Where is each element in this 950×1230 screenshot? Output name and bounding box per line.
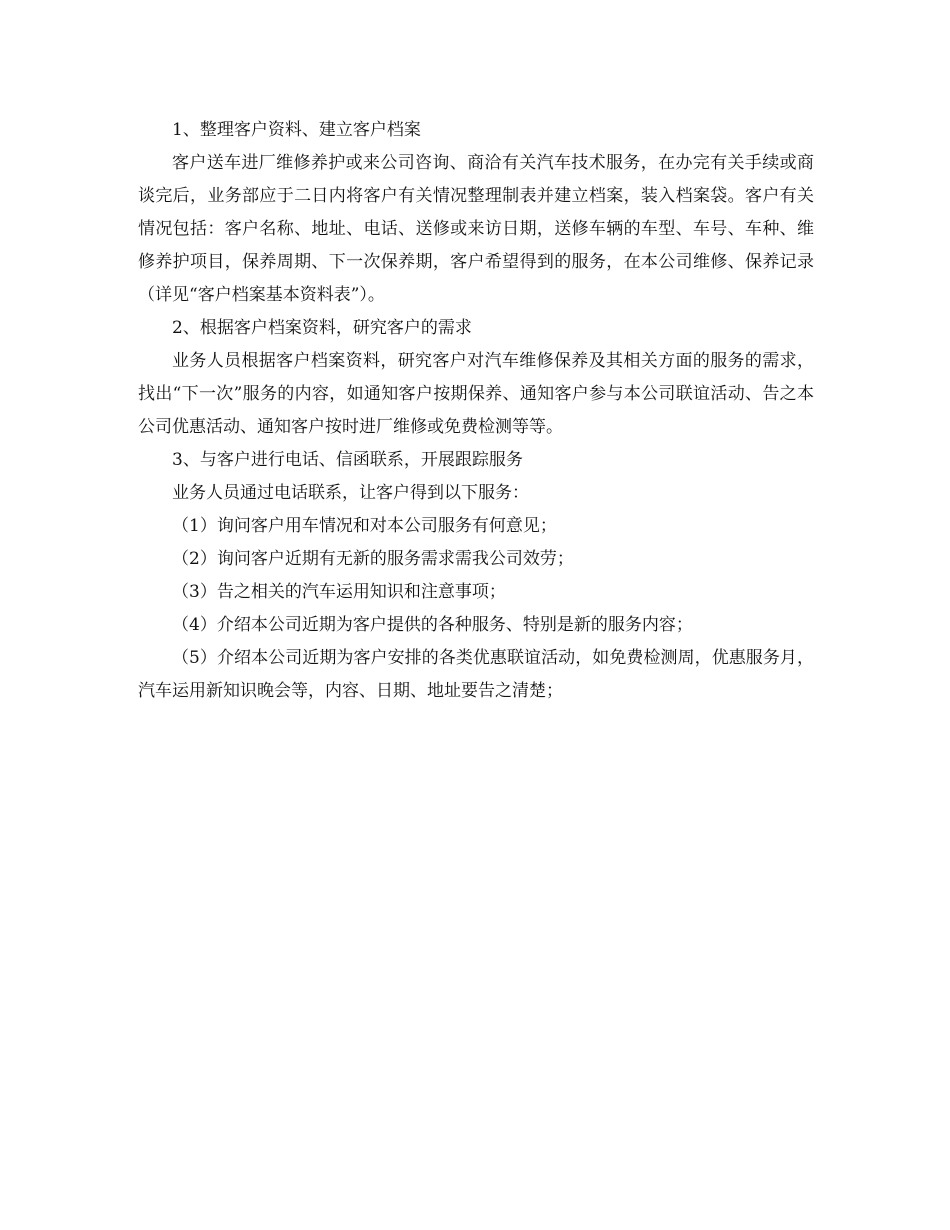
list-item-4: （4）介绍本公司近期为客户提供的各种服务、特别是新的服务内容； — [172, 615, 693, 635]
list-item-3: （3）告之相关的汽车运用知识和注意事项； — [172, 582, 506, 602]
list-item-5: （5）介绍本公司近期为客户安排的各类优惠联谊活动，如免费检测周，优惠服务月，汽车运用新知识晚会等，内容、日期、地址要告之清楚； — [138, 648, 814, 701]
document-body — [138, 114, 814, 708]
section-heading-2: 2、根据客户档案资料，研究客户的需求 — [172, 318, 472, 338]
list-item-2: （2）询问客户近期有无新的服务需求需我公司效劳； — [172, 549, 574, 569]
paragraph-client-archive: 客户送车进厂维修养护或来公司咨询、商洽有关汽车技术服务，在办完有关手续或商谈完后，业务部应于二日内将客户有关情况整理制表并建立档案，装入档案袋。客户有关情况包括：客户名称、地址、电话、送修或来访日期，送修车辆的车型、车号、车种、维修养护项目，保养周期、下一次保养期，客户希望得到的服务，在本公司维修、保养记录（详见“客户档案基本资料表”）。 — [138, 153, 814, 305]
paragraph-client-needs: 业务人员根据客户档案资料，研究客户对汽车维修保养及其相关方面的服务的需求，找出“下一次”服务的内容，如通知客户按期保养、通知客户参与本公司联谊活动、告之本公司优惠活动、通知客户按时进厂维修或免费检测等等。 — [138, 351, 814, 437]
paragraph-phone-contact: 业务人员通过电话联系，让客户得到以下服务： — [172, 483, 529, 503]
section-heading-1: 1、整理客户资料、建立客户档案 — [172, 120, 421, 140]
section-heading-3: 3、与客户进行电话、信函联系，开展跟踪服务 — [172, 450, 523, 470]
list-item-1: （1）询问客户用车情况和对本公司服务有何意见； — [172, 516, 557, 536]
